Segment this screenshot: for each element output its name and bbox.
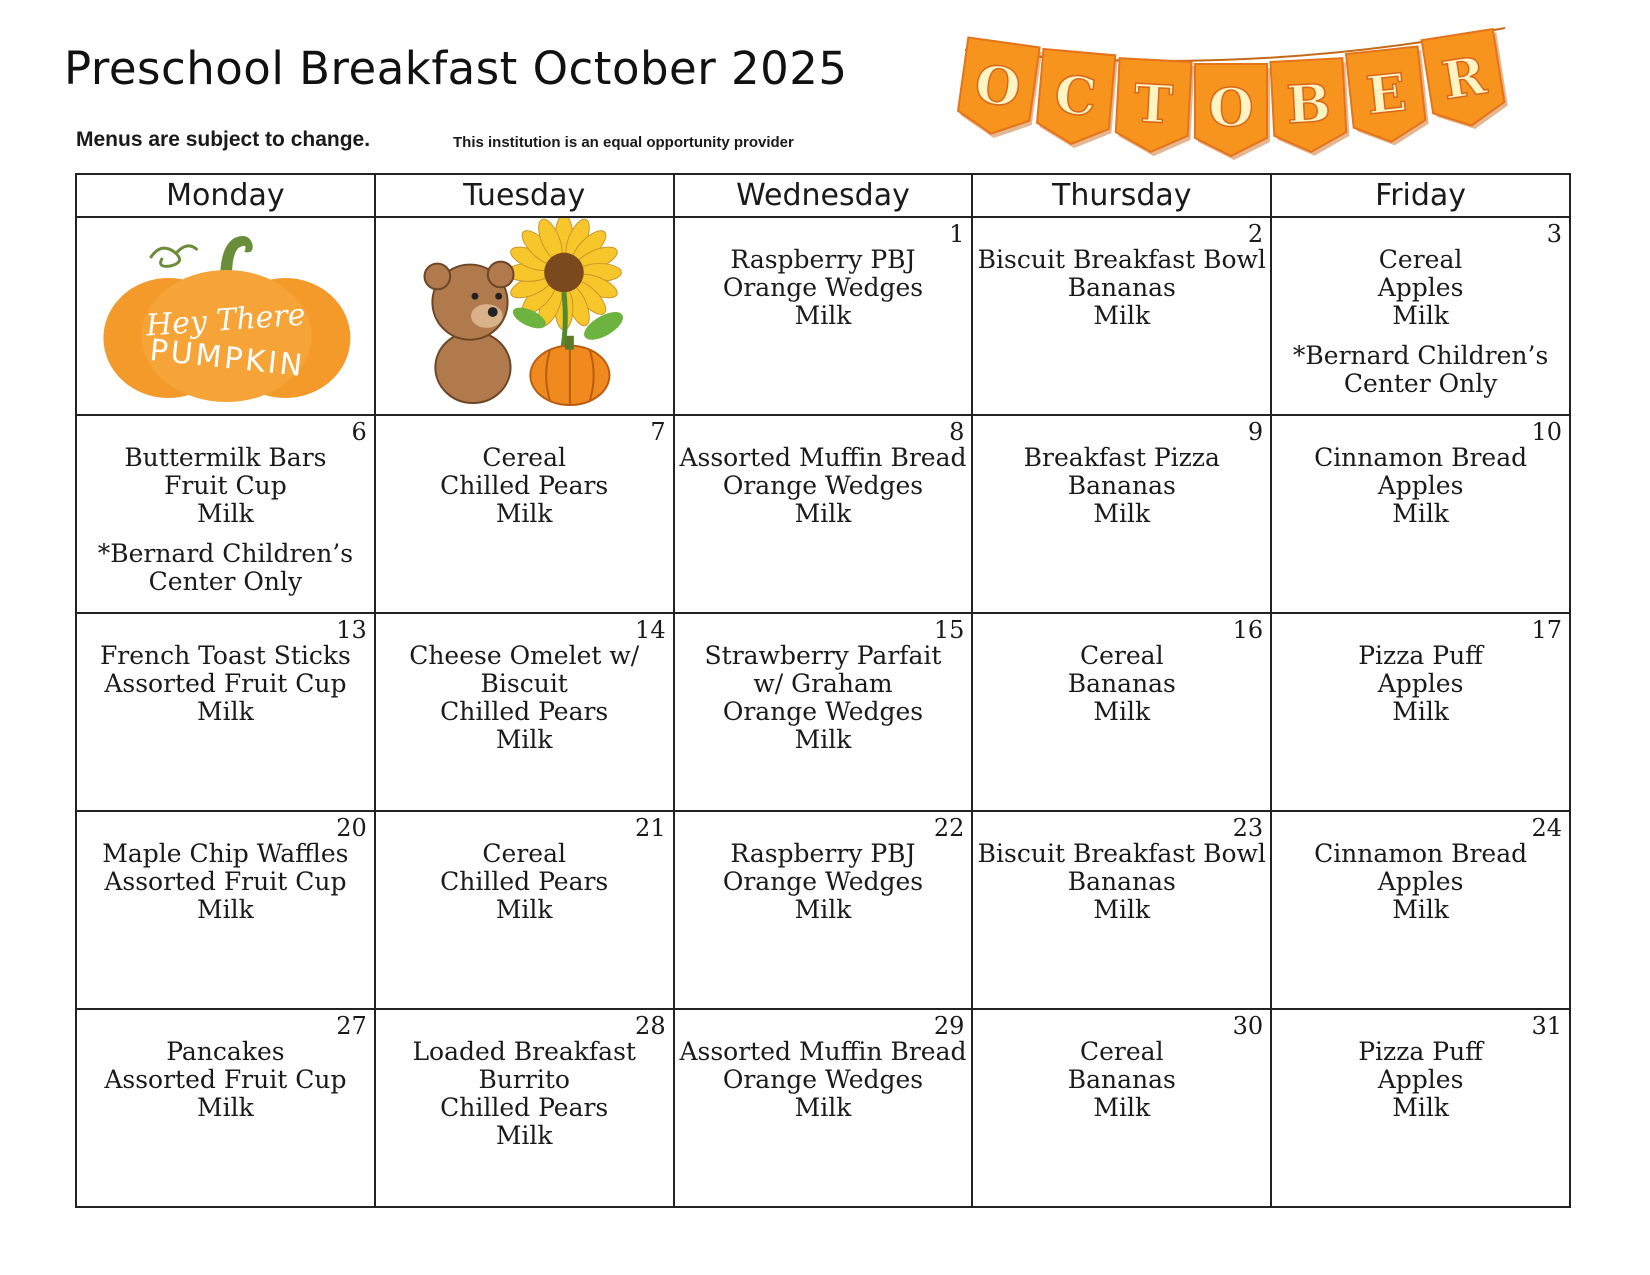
day-number: 10 [1531, 418, 1562, 446]
calendar-day-cell [76, 811, 375, 1009]
menu-items [376, 642, 673, 754]
menu-item: Pizza Puff [1358, 1037, 1483, 1066]
calendar-day-cell [1271, 613, 1570, 811]
day-number: 1 [949, 220, 965, 248]
menu-item: Bananas [1067, 867, 1176, 896]
menu-items [973, 1038, 1270, 1122]
menu-item: Milk [1093, 499, 1151, 528]
banner-pennant [1195, 64, 1270, 160]
menu-item: Apples [1377, 1065, 1464, 1094]
menu-item: Chilled Pears [440, 471, 609, 500]
calendar-day-cell [972, 613, 1271, 811]
menu-item: Orange Wedges [722, 1065, 924, 1094]
menu-item: Raspberry PBJ [730, 839, 916, 868]
calendar-day-cell [375, 415, 674, 613]
menu-item: Cereal [1378, 245, 1463, 274]
menu-item: Milk [495, 895, 553, 924]
menu-item: Milk [197, 697, 254, 726]
menu-item: Biscuit Breakfast Bowl [977, 839, 1266, 868]
calendar-day-cell [76, 217, 375, 415]
banner-pennant [1346, 46, 1431, 149]
menu-items [973, 444, 1270, 528]
menu-items [376, 444, 673, 528]
calendar-day-cell [674, 613, 973, 811]
pumpkin-text-line-2: PUMPKIN [147, 332, 307, 385]
day-number: 3 [1546, 220, 1562, 248]
calendar-day-cell [375, 217, 674, 415]
menu-item: Milk [1392, 895, 1449, 924]
banner-pennant [1115, 58, 1195, 158]
calendar-week-row [76, 1009, 1570, 1207]
menu-item: Buttermilk Bars [124, 443, 327, 472]
day-number: 22 [933, 814, 965, 842]
calendar-day-cell [1271, 415, 1570, 613]
menu-item: Cereal [482, 839, 566, 868]
bear-muzzle [471, 304, 503, 328]
menu-item: Apples [1377, 867, 1464, 896]
banner-pennant [1270, 58, 1350, 158]
menu-items [1272, 444, 1569, 528]
menu-item: Milk [495, 725, 553, 754]
calendar-day-cell [972, 217, 1271, 415]
breakfast-calendar [75, 173, 1571, 1208]
menu-item: Orange Wedges [722, 867, 924, 896]
menu-item: Pizza Puff [1358, 641, 1483, 670]
weekday-header-thursday: Thursday [972, 174, 1271, 217]
menu-item: w/ Graham [753, 669, 893, 698]
menu-items [376, 1038, 673, 1150]
bear-ear-icon [488, 262, 514, 288]
menu-item: Breakfast Pizza [1023, 443, 1220, 472]
banner-letter: O [971, 53, 1025, 120]
menu-items [77, 642, 374, 726]
menu-items [675, 444, 972, 528]
menu-item: Cereal [1080, 1037, 1164, 1066]
menu-item: Assorted Muffin Bread [679, 443, 967, 472]
menu-item: Chilled Pears [440, 867, 609, 896]
day-number: 27 [336, 1012, 367, 1040]
calendar-day-cell [674, 217, 973, 415]
banner-letter: C [1052, 64, 1099, 129]
day-number: 23 [1232, 814, 1264, 842]
menu-item: Cinnamon Bread [1314, 443, 1528, 472]
menu-items [77, 444, 374, 528]
menu-items [77, 1038, 374, 1122]
calendar-day-cell [972, 811, 1271, 1009]
calendar-day-cell [674, 1009, 973, 1207]
bear-nose-icon [488, 307, 498, 317]
banner-letter: B [1285, 72, 1333, 137]
weekday-header-row [76, 174, 1570, 217]
menu-item: Bananas [1067, 669, 1176, 698]
menu-items [675, 1038, 972, 1122]
menu-item: Orange Wedges [722, 471, 924, 500]
calendar-week-row [76, 613, 1570, 811]
banner-letter: R [1438, 45, 1491, 113]
menu-items [376, 840, 673, 924]
menu-items [675, 246, 972, 330]
bear-eye-icon [471, 293, 478, 300]
bear-eye-icon [495, 293, 502, 300]
menu-item: Assorted Fruit Cup [104, 867, 347, 896]
menu-item: Apples [1377, 273, 1464, 302]
menu-item: Milk [495, 499, 553, 528]
banner-letter: O [1208, 78, 1254, 139]
menu-item: Assorted Muffin Bread [679, 1037, 967, 1066]
calendar-day-cell [375, 1009, 674, 1207]
menu-item: Assorted Fruit Cup [104, 669, 347, 698]
menu-items [1272, 840, 1569, 924]
menu-item: Orange Wedges [722, 697, 924, 726]
banner-pennant [1422, 29, 1511, 136]
calendar-week-row [76, 415, 1570, 613]
day-number: 30 [1232, 1012, 1264, 1040]
day-number: 6 [351, 418, 367, 446]
day-number: 2 [1247, 220, 1264, 248]
menu-items [1272, 246, 1569, 330]
menu-item: Chilled Pears [440, 697, 609, 726]
menu-items [675, 642, 972, 754]
menu-items [77, 840, 374, 924]
menu-item: Bananas [1067, 1065, 1176, 1094]
banner-letter: T [1132, 73, 1175, 136]
weekday-header-tuesday: Tuesday [375, 174, 674, 217]
menu-item: Milk [1392, 499, 1449, 528]
hey-there-pumpkin-art [77, 218, 374, 414]
menu-item: Fruit Cup [164, 471, 287, 500]
menu-item: Milk [1392, 301, 1449, 330]
menu-item: Chilled Pears [440, 1093, 609, 1122]
menu-item: Milk [794, 499, 852, 528]
bear-ear-icon [424, 264, 450, 290]
menu-items [973, 246, 1270, 330]
menu-item: Apples [1377, 669, 1464, 698]
page-title: Preschool Breakfast October 2025 [64, 42, 848, 95]
menu-item: French Toast Sticks [99, 641, 351, 670]
calendar-day-cell [972, 415, 1271, 613]
menu-item: Milk [1392, 697, 1449, 726]
day-number: 9 [1247, 418, 1264, 446]
menu-item: Milk [794, 1093, 852, 1122]
day-number: 21 [635, 814, 666, 842]
pumpkin-text-line-1: Hey There [144, 297, 307, 344]
vine-curl-icon [175, 246, 197, 254]
menu-item: Cereal [482, 443, 566, 472]
menu-items [973, 840, 1270, 924]
day-number: 24 [1531, 814, 1562, 842]
menu-item: Milk [1093, 301, 1151, 330]
day-number: 8 [949, 418, 965, 446]
menu-disclaimer: Menus are subject to change. [76, 128, 371, 151]
day-number: 15 [933, 616, 965, 644]
menu-item: Milk [1392, 1093, 1449, 1122]
menu-item: Biscuit [480, 669, 568, 698]
menu-item: Assorted Fruit Cup [104, 1065, 347, 1094]
location-note: *Bernard Children’s Center Only [1292, 341, 1549, 398]
day-number: 31 [1531, 1012, 1562, 1040]
day-number: 20 [336, 814, 367, 842]
menu-item: Milk [197, 499, 254, 528]
calendar-day-cell [972, 1009, 1271, 1207]
calendar-week-row [76, 217, 1570, 415]
calendar-body [76, 217, 1570, 1207]
day-number: 28 [635, 1012, 666, 1040]
menu-item: Bananas [1067, 471, 1176, 500]
banner-pennant [955, 37, 1043, 143]
menu-items [675, 840, 972, 924]
weekday-header-friday: Friday [1271, 174, 1570, 217]
menu-item: Milk [1093, 1093, 1151, 1122]
menu-item: Milk [794, 725, 852, 754]
banner-letter: E [1363, 62, 1410, 127]
menu-item: Cheese Omelet w/ [409, 641, 640, 670]
location-note: *Bernard Children’s Center Only [97, 539, 354, 596]
menu-items [1272, 1038, 1569, 1122]
sunflower-center-icon [544, 253, 584, 293]
menu-item: Milk [1093, 895, 1151, 924]
day-number: 7 [650, 418, 666, 446]
banner-pennant [1035, 49, 1118, 151]
calendar-day-cell [674, 415, 973, 613]
day-number: 16 [1232, 616, 1264, 644]
menu-item: Orange Wedges [722, 273, 924, 302]
menu-item: Loaded Breakfast [412, 1037, 636, 1066]
menu-item: Cinnamon Bread [1314, 839, 1528, 868]
calendar-day-cell [76, 613, 375, 811]
menu-item: Biscuit Breakfast Bowl [977, 245, 1266, 274]
menu-item: Milk [794, 895, 852, 924]
calendar-day-cell [375, 613, 674, 811]
bear-sunflower-art [376, 218, 673, 414]
menu-item: Maple Chip Waffles [102, 839, 349, 868]
calendar-day-cell [76, 1009, 375, 1207]
day-number: 29 [933, 1012, 965, 1040]
menu-item: Burrito [478, 1065, 570, 1094]
small-pumpkin-stem [565, 336, 574, 350]
menu-item: Milk [1093, 697, 1151, 726]
calendar-day-cell [674, 811, 973, 1009]
october-banner-graphic [955, 20, 1515, 170]
menu-item: Pancakes [166, 1037, 285, 1066]
menu-item: Raspberry PBJ [730, 245, 916, 274]
menu-item: Milk [495, 1121, 553, 1150]
calendar-day-cell [375, 811, 674, 1009]
calendar-day-cell [76, 415, 375, 613]
october-banner [955, 20, 1515, 170]
calendar-week-row [76, 811, 1570, 1009]
calendar-day-cell [1271, 1009, 1570, 1207]
menu-item: Bananas [1067, 273, 1176, 302]
menu-item: Milk [794, 301, 852, 330]
vine-curl-icon [150, 248, 179, 266]
menu-items [973, 642, 1270, 726]
weekday-header-monday: Monday [76, 174, 375, 217]
menu-item: Milk [197, 1093, 254, 1122]
calendar-day-cell [1271, 811, 1570, 1009]
day-number: 14 [635, 616, 666, 644]
menu-item: Milk [197, 895, 254, 924]
day-number: 13 [336, 616, 367, 644]
bear-body-icon [435, 332, 510, 403]
menu-item: Cereal [1080, 641, 1164, 670]
menu-item: Strawberry Parfait [704, 641, 942, 670]
day-number: 17 [1531, 616, 1562, 644]
equal-opportunity-notice: This institution is an equal opportunity provider [453, 134, 794, 151]
menu-item: Apples [1377, 471, 1464, 500]
menu-items [1272, 642, 1569, 726]
weekday-header-wednesday: Wednesday [674, 174, 973, 217]
calendar-day-cell [1271, 217, 1570, 415]
